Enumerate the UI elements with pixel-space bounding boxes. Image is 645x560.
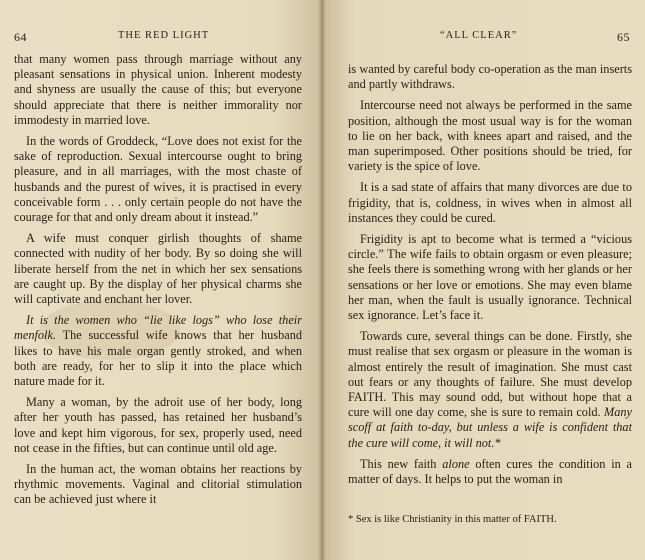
italic-phrase: It is the women who “lie like logs” who lose their menfolk. bbox=[14, 313, 302, 343]
right-page bbox=[322, 0, 645, 560]
paragraph: Many a woman, by the adroit use of her body, long after her youth has passed, has retained her husband’s love and kept him vigorous, for sex, properly used, need not cease in the fifties, but can continue until old age. bbox=[14, 395, 302, 455]
paragraph-text: often cures the condition in a matter of days. It helps to put the woman in bbox=[348, 456, 633, 487]
paragraph: It is a sad state of affairs that many divorces are due to frigidity, that is, coldness, in wives when in almost all instances they could be cured. bbox=[348, 180, 632, 225]
paragraph-text: This new faith bbox=[360, 456, 443, 471]
paragraph: A wife must conquer girlish thoughts of shame connected with nudity of her body. By so doing she will liberate herself from the net in which her sex sensations are caught up. By the display of her physical charms she will captivate and enchant her lover. bbox=[14, 231, 302, 307]
footnote: * Sex is like Christianity in this matter of FAITH. bbox=[348, 514, 557, 525]
right-running-head: “ALL CLEAR” bbox=[440, 30, 518, 41]
paragraph bbox=[348, 329, 632, 451]
right-body-text bbox=[348, 62, 632, 493]
paragraph: In the words of Groddeck, “Love does not exist for the sake of reproduction. Sexual intercourse ought to bring pleasure, and in all marriages, with the most chaste of husbands and the purest of wives, it is practised in every conceivable form . . . only certain people do not have the courage for that and only dream about it instead.” bbox=[14, 134, 302, 225]
paragraph bbox=[14, 313, 302, 389]
paragraph bbox=[348, 457, 632, 487]
book-gutter bbox=[318, 0, 326, 560]
paragraph: Intercourse need not always be performed in the same position, although the most usual way is for the woman to lie on her back, with knees apart and raised, and the man superimposed. Other positions should be tried, for variety is the spice of love. bbox=[348, 98, 632, 174]
left-page bbox=[0, 0, 322, 560]
paragraph: Frigidity is apt to become what is termed a “vicious circle.” The wife fails to obtain orgasm or even pleasure; she feels there is something wrong with her glands or her sensations or her love or emotions. She may even blame her man, when the fault is usually ignorance. Technical sex ignorance. Let’s face it. bbox=[348, 232, 632, 323]
paragraph: In the human act, the woman obtains her reactions by rhythmic movements. Vaginal and clitorial stimulation can be achieved just where it bbox=[14, 462, 302, 507]
left-body-text bbox=[14, 52, 302, 514]
paragraph: that many women pass through marriage without any pleasant sensations in physical union. Inherent modesty and shyness are usually the cause of this; but everyone should appreciate that there is neither immorality nor immodesty in married love. bbox=[14, 52, 302, 127]
italic-word: alone bbox=[442, 456, 470, 471]
right-page-number: 65 bbox=[617, 30, 630, 44]
paragraph-text: The successful wife knows that her husband likes to have his male organ gently stroked, and when both are ready, for her to slip it into the place which nature made for it. bbox=[14, 328, 302, 389]
left-running-head: THE RED LIGHT bbox=[118, 30, 210, 41]
paragraph-text: Towards cure, several things can be done. Firstly, she must realise that sex orgasm or pleasure in the woman is almost entirely the result of imagination. She must cast out fears or any thoughts of failure. She must develop FAITH. This may sound odd, but without hope that a cure will one day come, she is sure to remain cold. bbox=[348, 329, 632, 420]
paragraph: is wanted by careful body co-operation as the man inserts and partly withdraws. bbox=[348, 62, 632, 92]
left-page-number: 64 bbox=[14, 30, 27, 44]
italic-phrase: Many scoff at faith to-day, but unless a wife is confident that the cure will come, it will not.* bbox=[348, 405, 632, 450]
